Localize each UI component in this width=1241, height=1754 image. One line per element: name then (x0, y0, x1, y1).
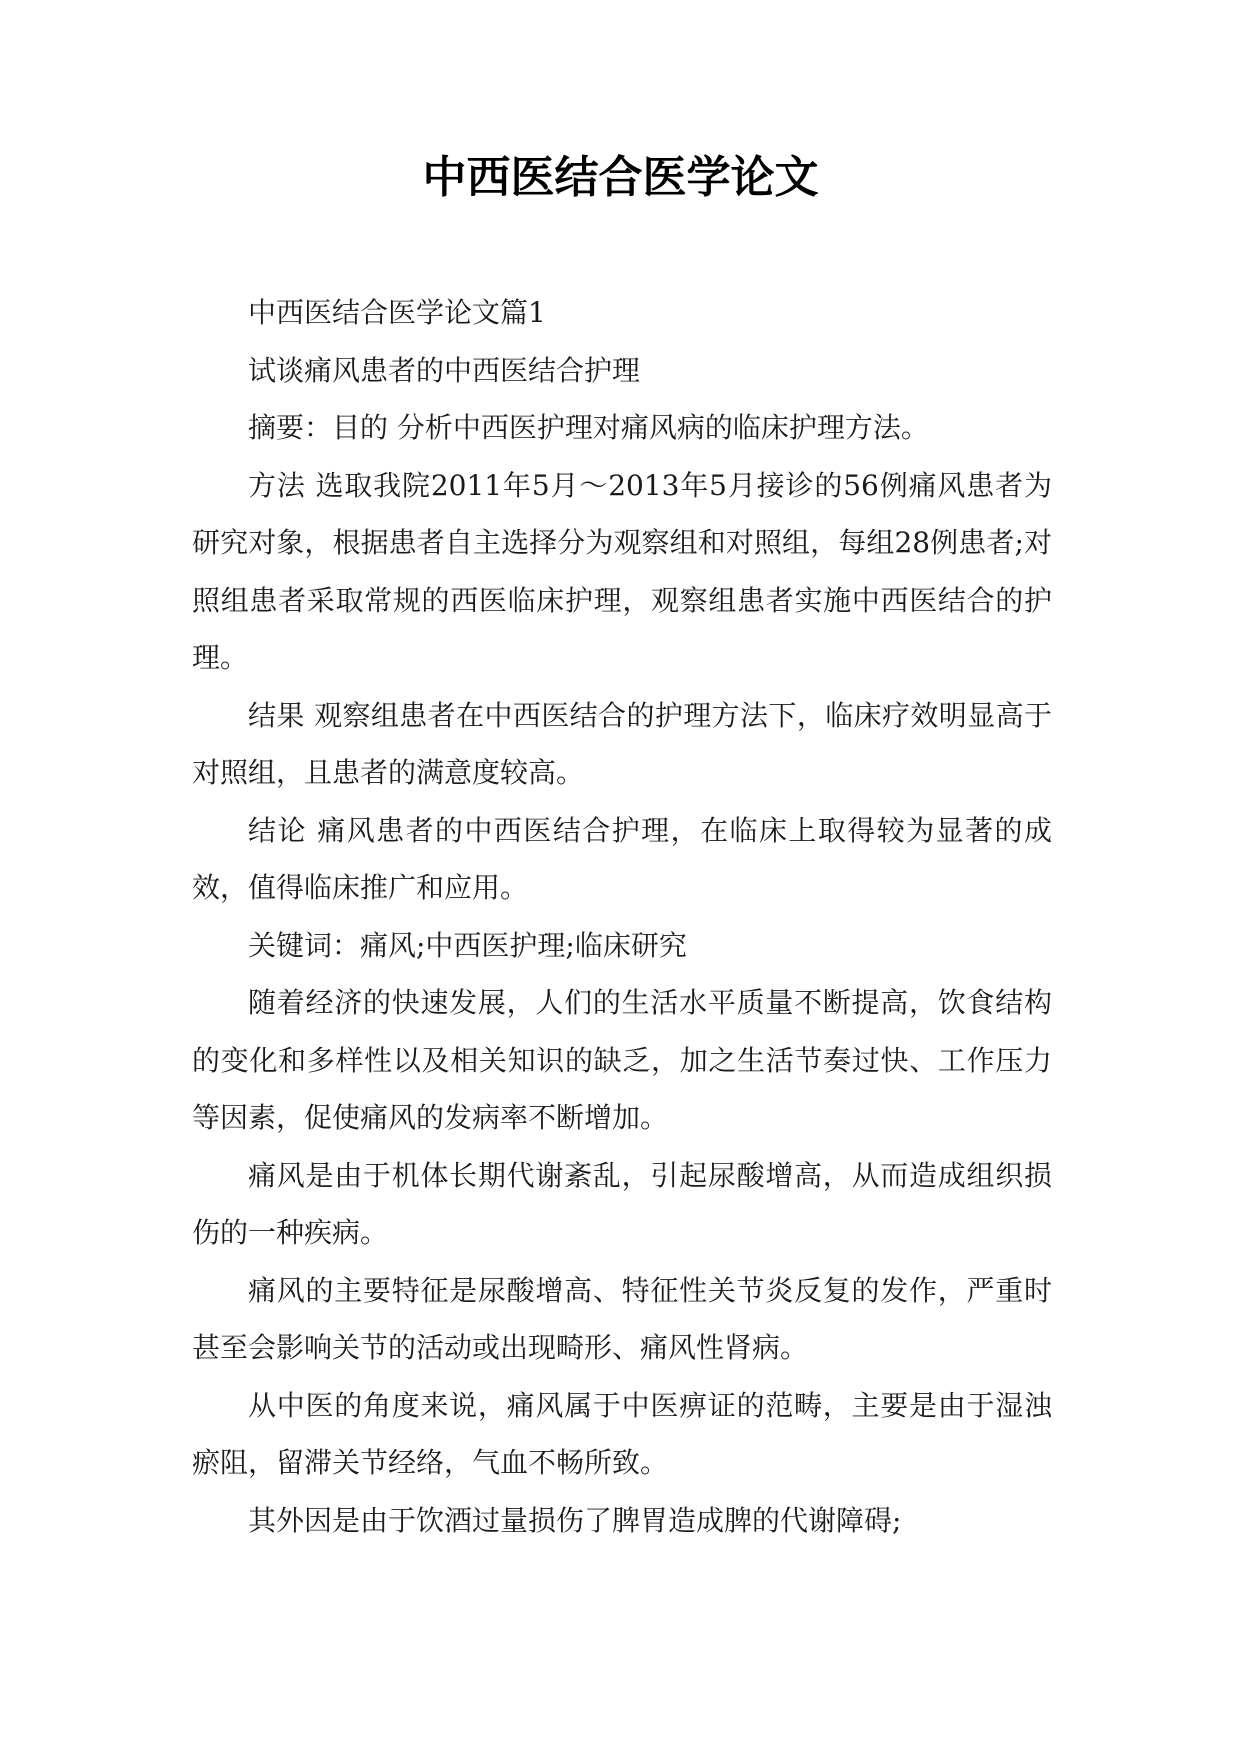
paragraph-article-title: 试谈痛风患者的中西医结合护理 (248, 353, 641, 387)
paragraph-body: 随着经济的快速发展，人们的生活水平质量不断提高，饮食结构的变化和多样性以及相关知识的缺乏，加之生活节奏过快、工作压力等因素，促使痛风的发病率不断增加。 (192, 986, 1052, 1134)
paragraph-abstract-method: 方法 选取我院2011年5月～2013年5月接诊的56例痛风患者为研究对象，根据患者自主选择分为观察组和对照组，每组28例患者;对照组患者采取常规的西医临床护理，观察组患者实施中西医结合的护理。 (192, 468, 1052, 674)
document-title: 中西医结合医学论文 (422, 152, 819, 203)
document-body (192, 284, 1052, 1549)
paragraph-body: 痛风的主要特征是尿酸增高、特征性关节炎反复的发作，严重时甚至会影响关节的活动或出现畸形、痛风性肾病。 (192, 1273, 1052, 1364)
paragraph-abstract-conclusion: 结论 痛风患者的中西医结合护理，在临床上取得较为显著的成效，值得临床推广和应用。 (192, 813, 1052, 904)
paragraph-keywords: 关键词：痛风;中西医护理;临床研究 (248, 928, 687, 962)
paragraph-body: 其外因是由于饮酒过量损伤了脾胃造成脾的代谢障碍; (248, 1503, 902, 1537)
paragraph-subtitle: 中西医结合医学论文篇1 (248, 296, 546, 329)
paragraph-abstract-objective: 摘要：目的 分析中西医护理对痛风病的临床护理方法。 (248, 411, 929, 444)
paragraph-abstract-result: 结果 观察组患者在中西医结合的护理方法下，临床疗效明显高于对照组，且患者的满意度较高。 (192, 698, 1052, 789)
paragraph-body: 从中医的角度来说，痛风属于中医痹证的范畴，主要是由于湿浊瘀阻，留滞关节经络，气血不畅所致。 (192, 1388, 1052, 1479)
paragraph-body: 痛风是由于机体长期代谢紊乱，引起尿酸增高，从而造成组织损伤的一种疾病。 (192, 1158, 1052, 1249)
